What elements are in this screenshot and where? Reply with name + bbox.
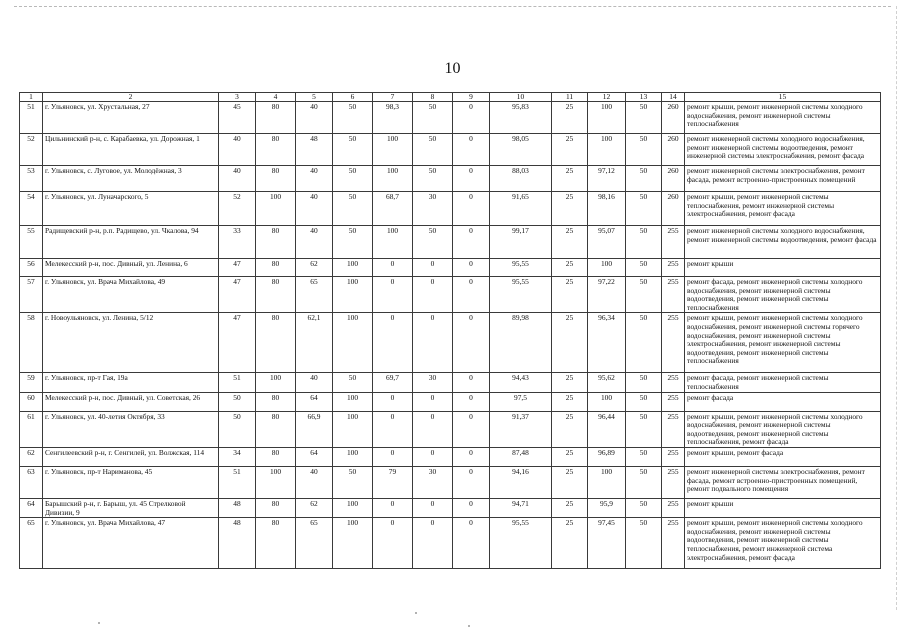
value-cell: 25 — [552, 392, 588, 411]
value-cell: 48 — [296, 134, 333, 166]
value-cell: 100 — [333, 277, 373, 313]
value-cell: 50 — [626, 277, 662, 313]
value-cell: 80 — [256, 518, 296, 569]
value-cell: 40 — [219, 166, 256, 192]
value-cell: 0 — [373, 411, 413, 447]
address-cell: г. Ульяновск, ул. 40-летия Октября, 33 — [43, 411, 219, 447]
table-row — [20, 259, 881, 277]
value-cell: 91,37 — [490, 411, 552, 447]
address-cell: г. Ульяновск, ул. Врача Михайлова, 49 — [43, 277, 219, 313]
value-cell: 50 — [626, 192, 662, 226]
value-cell: 0 — [453, 447, 490, 466]
repair-works-cell: ремонт крыши, ремонт инженерной системы холодного водоснабжения, ремонт инженерной системы водоотведения, ремонт инженерной системы теплоснабжения, ремонт инженерной система электроснабжения, ремонт фасада — [685, 518, 881, 569]
value-cell: 80 — [256, 166, 296, 192]
row-number: 63 — [20, 466, 43, 498]
address-cell: г. Ульяновск, с. Луговое, ул. Молодёжная, 3 — [43, 166, 219, 192]
value-cell: 69,7 — [373, 373, 413, 392]
value-cell: 0 — [453, 102, 490, 134]
value-cell: 25 — [552, 411, 588, 447]
value-cell: 30 — [413, 192, 453, 226]
address-cell: г. Ульяновск, ул. Врача Михайлова, 47 — [43, 518, 219, 569]
row-number: 62 — [20, 447, 43, 466]
value-cell: 50 — [626, 259, 662, 277]
value-cell: 100 — [333, 313, 373, 373]
value-cell: 80 — [256, 498, 296, 517]
value-cell: 50 — [626, 226, 662, 259]
value-cell: 50 — [333, 373, 373, 392]
table-row — [20, 102, 881, 134]
value-cell: 255 — [662, 447, 685, 466]
value-cell: 0 — [413, 392, 453, 411]
value-cell: 0 — [373, 277, 413, 313]
row-number: 53 — [20, 166, 43, 192]
value-cell: 260 — [662, 134, 685, 166]
address-cell: г. Ульяновск, пр-т Нариманова, 45 — [43, 466, 219, 498]
table-row — [20, 447, 881, 466]
value-cell: 95,07 — [588, 226, 626, 259]
value-cell: 255 — [662, 277, 685, 313]
address-cell: Мелекесский р-н, пос. Дивный, ул. Советская, 26 — [43, 392, 219, 411]
value-cell: 40 — [296, 466, 333, 498]
value-cell: 25 — [552, 466, 588, 498]
value-cell: 97,12 — [588, 166, 626, 192]
value-cell: 100 — [333, 518, 373, 569]
row-number: 54 — [20, 192, 43, 226]
value-cell: 0 — [453, 411, 490, 447]
repair-works-cell: ремонт крыши, ремонт фасада — [685, 447, 881, 466]
value-cell: 100 — [373, 226, 413, 259]
value-cell: 98,16 — [588, 192, 626, 226]
address-cell: Мелекесский р-н, пос. Дивный, ул. Ленина, 6 — [43, 259, 219, 277]
repair-works-cell: ремонт инженерной системы холодного водоснабжения, ремонт инженерной системы водоотведения, ремонт инженерной системы электроснабжения, ремонт фасада — [685, 134, 881, 166]
address-cell: г. Новоульяновск, ул. Ленина, 5/12 — [43, 313, 219, 373]
value-cell: 94,71 — [490, 498, 552, 517]
value-cell: 95,55 — [490, 277, 552, 313]
value-cell: 25 — [552, 226, 588, 259]
column-header: 13 — [626, 93, 662, 102]
repair-works-cell: ремонт крыши — [685, 498, 881, 517]
table-row — [20, 277, 881, 313]
value-cell: 95,55 — [490, 518, 552, 569]
value-cell: 25 — [552, 447, 588, 466]
value-cell: 47 — [219, 259, 256, 277]
value-cell: 0 — [453, 192, 490, 226]
row-number: 55 — [20, 226, 43, 259]
value-cell: 0 — [453, 498, 490, 517]
value-cell: 50 — [626, 373, 662, 392]
value-cell: 87,48 — [490, 447, 552, 466]
value-cell: 50 — [626, 447, 662, 466]
value-cell: 50 — [413, 102, 453, 134]
value-cell: 50 — [333, 466, 373, 498]
row-number: 51 — [20, 102, 43, 134]
value-cell: 25 — [552, 498, 588, 517]
value-cell: 80 — [256, 134, 296, 166]
value-cell: 47 — [219, 313, 256, 373]
row-number: 64 — [20, 498, 43, 517]
row-number: 56 — [20, 259, 43, 277]
value-cell: 80 — [256, 226, 296, 259]
value-cell: 100 — [373, 166, 413, 192]
value-cell: 40 — [296, 102, 333, 134]
value-cell: 33 — [219, 226, 256, 259]
value-cell: 100 — [588, 392, 626, 411]
value-cell: 34 — [219, 447, 256, 466]
table-row — [20, 373, 881, 392]
value-cell: 0 — [453, 392, 490, 411]
value-cell: 95,55 — [490, 259, 552, 277]
value-cell: 0 — [453, 134, 490, 166]
value-cell: 80 — [256, 313, 296, 373]
value-cell: 50 — [333, 226, 373, 259]
repair-works-cell: ремонт крыши, ремонт инженерной системы холодного водоснабжения, ремонт инженерной системы теплоснабжения — [685, 102, 881, 134]
address-cell: г. Ульяновск, ул. Хрустальная, 27 — [43, 102, 219, 134]
value-cell: 255 — [662, 259, 685, 277]
value-cell: 97,22 — [588, 277, 626, 313]
value-cell: 25 — [552, 192, 588, 226]
row-number: 61 — [20, 411, 43, 447]
value-cell: 0 — [413, 313, 453, 373]
value-cell: 62 — [296, 259, 333, 277]
value-cell: 0 — [413, 259, 453, 277]
value-cell: 50 — [333, 166, 373, 192]
repair-works-cell: ремонт инженерной системы электроснабжения, ремонт фасада, ремонт встроенно-пристроенных помещений, ремонт подвального помещения — [685, 466, 881, 498]
repair-works-cell: ремонт крыши, ремонт инженерной системы холодного водоснабжения, ремонт инженерной системы горячего водоснабжения, ремонт инженерной системы электроснабжения, ремонт инженерной системы водоотведения, ремонт инженерной системы теплоснабжения — [685, 313, 881, 373]
scan-speck — [98, 622, 100, 624]
value-cell: 95,83 — [490, 102, 552, 134]
value-cell: 25 — [552, 259, 588, 277]
value-cell: 80 — [256, 447, 296, 466]
value-cell: 66,9 — [296, 411, 333, 447]
header-row — [20, 93, 881, 102]
value-cell: 0 — [373, 518, 413, 569]
value-cell: 50 — [219, 392, 256, 411]
scan-speck — [415, 612, 417, 614]
repair-works-cell: ремонт фасада, ремонт инженерной системы теплоснабжения — [685, 373, 881, 392]
value-cell: 50 — [333, 102, 373, 134]
value-cell: 47 — [219, 277, 256, 313]
value-cell: 50 — [626, 498, 662, 517]
value-cell: 30 — [413, 466, 453, 498]
value-cell: 0 — [453, 373, 490, 392]
column-header: 14 — [662, 93, 685, 102]
value-cell: 0 — [373, 392, 413, 411]
column-header: 12 — [588, 93, 626, 102]
value-cell: 96,89 — [588, 447, 626, 466]
value-cell: 0 — [373, 498, 413, 517]
value-cell: 25 — [552, 102, 588, 134]
value-cell: 255 — [662, 373, 685, 392]
value-cell: 50 — [413, 134, 453, 166]
value-cell: 50 — [626, 411, 662, 447]
repair-table — [19, 92, 881, 569]
repair-works-cell: ремонт крыши, ремонт инженерной системы холодного водоснабжения, ремонт инженерной системы водоотведения, ремонт инженерной системы теплоснабжения, ремонт фасада — [685, 411, 881, 447]
row-number: 57 — [20, 277, 43, 313]
value-cell: 25 — [552, 373, 588, 392]
value-cell: 100 — [333, 259, 373, 277]
value-cell: 95,62 — [588, 373, 626, 392]
value-cell: 95,9 — [588, 498, 626, 517]
column-header: 5 — [296, 93, 333, 102]
table-row — [20, 134, 881, 166]
repair-works-cell: ремонт фасада, ремонт инженерной системы холодного водоснабжения, ремонт инженерной системы водоотведения, ремонт инженерной системы теплоснабжения — [685, 277, 881, 313]
address-cell: г. Ульяновск, ул. Луначарского, 5 — [43, 192, 219, 226]
value-cell: 45 — [219, 102, 256, 134]
scan-speck — [468, 625, 470, 627]
address-cell: г. Ульяновск, пр-т Гая, 19а — [43, 373, 219, 392]
value-cell: 0 — [413, 518, 453, 569]
address-cell: Радищевский р-н, р.п. Радищево, ул. Чкалова, 94 — [43, 226, 219, 259]
row-number: 60 — [20, 392, 43, 411]
value-cell: 80 — [256, 102, 296, 134]
value-cell: 260 — [662, 102, 685, 134]
value-cell: 25 — [552, 313, 588, 373]
value-cell: 40 — [219, 134, 256, 166]
value-cell: 51 — [219, 373, 256, 392]
value-cell: 100 — [256, 192, 296, 226]
value-cell: 255 — [662, 411, 685, 447]
value-cell: 100 — [256, 373, 296, 392]
value-cell: 0 — [453, 313, 490, 373]
column-header: 6 — [333, 93, 373, 102]
value-cell: 50 — [413, 226, 453, 259]
table-row — [20, 392, 881, 411]
value-cell: 50 — [626, 518, 662, 569]
value-cell: 40 — [296, 373, 333, 392]
row-number: 65 — [20, 518, 43, 569]
column-header: 10 — [490, 93, 552, 102]
value-cell: 52 — [219, 192, 256, 226]
value-cell: 255 — [662, 313, 685, 373]
value-cell: 65 — [296, 518, 333, 569]
column-header: 8 — [413, 93, 453, 102]
value-cell: 100 — [588, 259, 626, 277]
value-cell: 25 — [552, 166, 588, 192]
value-cell: 50 — [626, 166, 662, 192]
value-cell: 0 — [373, 313, 413, 373]
value-cell: 100 — [588, 102, 626, 134]
repair-works-cell: ремонт крыши — [685, 259, 881, 277]
table-row — [20, 498, 881, 517]
value-cell: 100 — [333, 447, 373, 466]
value-cell: 0 — [413, 411, 453, 447]
value-cell: 94,43 — [490, 373, 552, 392]
value-cell: 80 — [256, 277, 296, 313]
column-header: 9 — [453, 93, 490, 102]
address-cell: Цильнинский р-н, с. Карабаевка, ул. Дорожная, 1 — [43, 134, 219, 166]
value-cell: 0 — [453, 466, 490, 498]
value-cell: 100 — [333, 392, 373, 411]
repair-works-cell: ремонт инженерной системы электроснабжения, ремонт фасада, ремонт встроенно-пристроенных помещений — [685, 166, 881, 192]
value-cell: 96,44 — [588, 411, 626, 447]
value-cell: 98,3 — [373, 102, 413, 134]
value-cell: 68,7 — [373, 192, 413, 226]
value-cell: 0 — [453, 518, 490, 569]
value-cell: 255 — [662, 226, 685, 259]
column-header: 4 — [256, 93, 296, 102]
value-cell: 62,1 — [296, 313, 333, 373]
value-cell: 100 — [333, 498, 373, 517]
value-cell: 40 — [296, 226, 333, 259]
value-cell: 64 — [296, 392, 333, 411]
value-cell: 88,03 — [490, 166, 552, 192]
value-cell: 97,5 — [490, 392, 552, 411]
value-cell: 80 — [256, 411, 296, 447]
page-number: 10 — [444, 60, 461, 77]
value-cell: 0 — [413, 498, 453, 517]
value-cell: 64 — [296, 447, 333, 466]
value-cell: 91,65 — [490, 192, 552, 226]
value-cell: 255 — [662, 392, 685, 411]
table-row — [20, 192, 881, 226]
table-row — [20, 411, 881, 447]
value-cell: 51 — [219, 466, 256, 498]
value-cell: 0 — [373, 259, 413, 277]
value-cell: 80 — [256, 392, 296, 411]
column-header: 1 — [20, 93, 43, 102]
value-cell: 50 — [413, 166, 453, 192]
address-cell: Сенгилеевский р-н, г. Сенгилей, ул. Волжская, 114 — [43, 447, 219, 466]
table-row — [20, 166, 881, 192]
value-cell: 100 — [588, 466, 626, 498]
value-cell: 65 — [296, 277, 333, 313]
value-cell: 255 — [662, 498, 685, 517]
value-cell: 30 — [413, 373, 453, 392]
scan-border-top — [14, 6, 891, 7]
value-cell: 50 — [626, 466, 662, 498]
value-cell: 50 — [626, 392, 662, 411]
value-cell: 260 — [662, 192, 685, 226]
column-header: 3 — [219, 93, 256, 102]
value-cell: 99,17 — [490, 226, 552, 259]
value-cell: 100 — [256, 466, 296, 498]
table-row — [20, 466, 881, 498]
value-cell: 50 — [626, 134, 662, 166]
row-number: 59 — [20, 373, 43, 392]
value-cell: 255 — [662, 466, 685, 498]
value-cell: 25 — [552, 277, 588, 313]
value-cell: 50 — [333, 192, 373, 226]
repair-works-cell: ремонт крыши, ремонт инженерной системы теплоснабжения, ремонт инженерной системы электроснабжения, ремонт фасада — [685, 192, 881, 226]
scan-border-right — [896, 6, 897, 610]
value-cell: 0 — [453, 259, 490, 277]
value-cell: 0 — [453, 226, 490, 259]
address-cell: Барышский р-н, г. Барыш, ул. 45 Стрелковой Дивизии, 9 — [43, 498, 219, 517]
value-cell: 96,34 — [588, 313, 626, 373]
repair-works-cell: ремонт инженерной системы холодного водоснабжения, ремонт инженерной системы водоотведения, ремонт фасада — [685, 226, 881, 259]
value-cell: 50 — [219, 411, 256, 447]
row-number: 52 — [20, 134, 43, 166]
value-cell: 50 — [626, 102, 662, 134]
value-cell: 40 — [296, 166, 333, 192]
column-header: 15 — [685, 93, 881, 102]
value-cell: 50 — [333, 134, 373, 166]
column-header: 7 — [373, 93, 413, 102]
column-header: 2 — [43, 93, 219, 102]
value-cell: 25 — [552, 518, 588, 569]
value-cell: 97,45 — [588, 518, 626, 569]
value-cell: 0 — [413, 447, 453, 466]
value-cell: 0 — [413, 277, 453, 313]
value-cell: 100 — [588, 134, 626, 166]
value-cell: 80 — [256, 259, 296, 277]
value-cell: 40 — [296, 192, 333, 226]
value-cell: 48 — [219, 498, 256, 517]
value-cell: 50 — [626, 313, 662, 373]
value-cell: 100 — [333, 411, 373, 447]
repair-works-cell: ремонт фасада — [685, 392, 881, 411]
value-cell: 94,16 — [490, 466, 552, 498]
value-cell: 260 — [662, 166, 685, 192]
value-cell: 48 — [219, 518, 256, 569]
column-header: 11 — [552, 93, 588, 102]
table-row — [20, 226, 881, 259]
table-row — [20, 518, 881, 569]
row-number: 58 — [20, 313, 43, 373]
value-cell: 0 — [373, 447, 413, 466]
value-cell: 0 — [453, 166, 490, 192]
value-cell: 0 — [453, 277, 490, 313]
value-cell: 100 — [373, 134, 413, 166]
value-cell: 79 — [373, 466, 413, 498]
value-cell: 255 — [662, 518, 685, 569]
value-cell: 98,05 — [490, 134, 552, 166]
value-cell: 25 — [552, 134, 588, 166]
value-cell: 62 — [296, 498, 333, 517]
table-row — [20, 313, 881, 373]
value-cell: 89,98 — [490, 313, 552, 373]
